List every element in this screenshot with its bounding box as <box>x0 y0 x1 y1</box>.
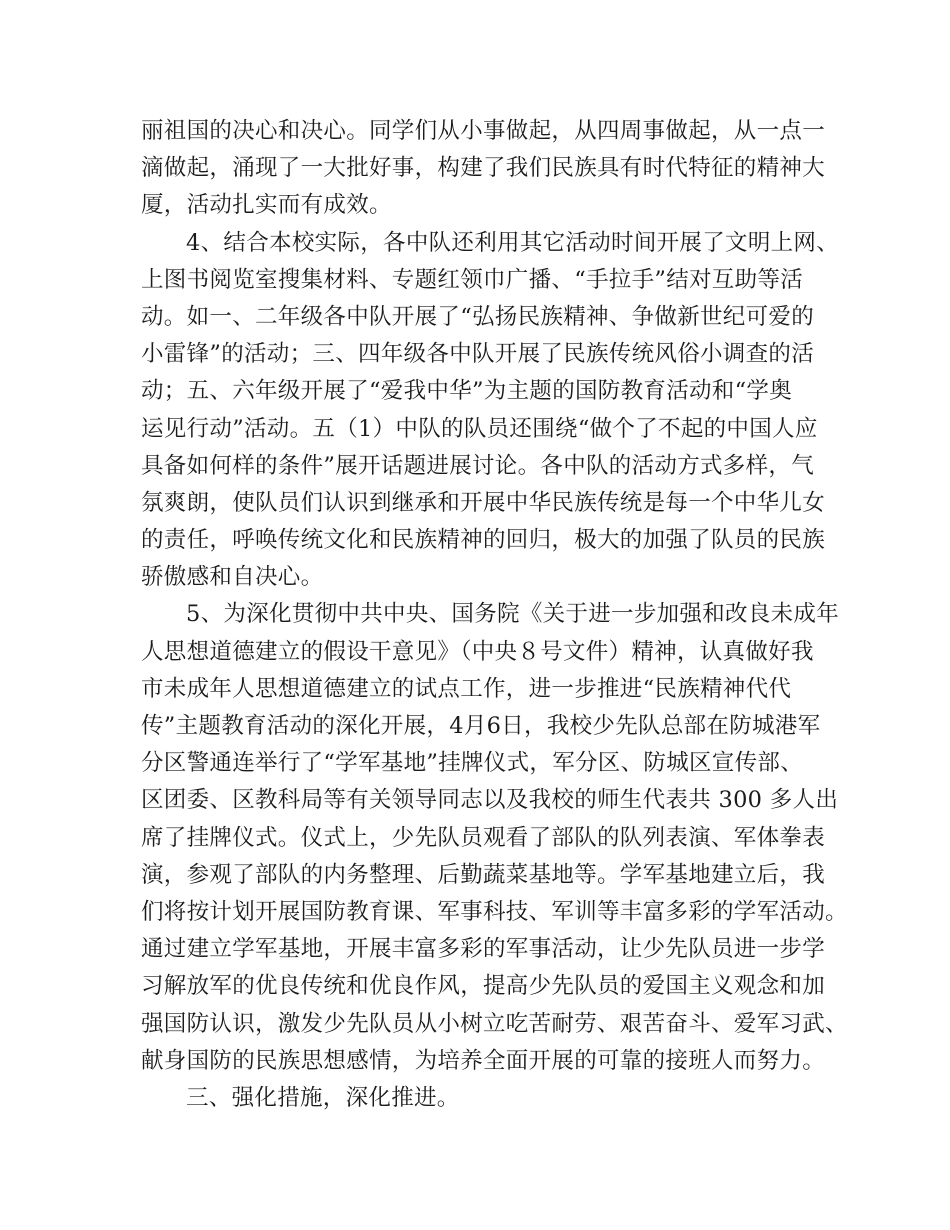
text-line: 市未成年人思想道德建立的试点工作，进一步推进“民族精神代代 <box>141 675 792 702</box>
text-line: 分区警通连举行了“学军基地”挂牌仪式，军分区、防城区宣传部、 <box>141 750 804 777</box>
text-line: 们将按计划开展国防教育课、军事科技、军训等丰富多彩的学军活动。 <box>141 898 848 925</box>
text-line: 区团委、区教科局等有关领导同志以及我校的师生代表共 300 多人出 <box>141 787 839 814</box>
text-line: 通过建立学军基地，开展丰富多彩的军事活动，让少先队员进一步学 <box>141 936 826 963</box>
text-line: 三、强化措施，深化推进。 <box>186 1084 460 1111</box>
text-line: 席了挂牌仪式。仪式上，少先队员观看了部队的队列表演、军体拳表 <box>141 824 826 851</box>
text-line: 的责任，呼唤传统文化和民族精神的回归，极大的加强了队员的民族 <box>141 527 826 554</box>
text-line: 4、结合本校实际，各中队还利用其它活动时间开展了文明上网、 <box>186 229 840 256</box>
text-line: 丽祖国的决心和决心。同学们从小事做起，从四周事做起，从一点一 <box>141 118 826 144</box>
text-line: 习解放军的优良传统和优良作风，提高少先队员的爱国主义观念和加 <box>141 973 826 1000</box>
text-line: 骄傲感和自决心。 <box>141 564 324 591</box>
text-line: 强国防认识，激发少先队员从小树立吃苦耐劳、艰苦奋斗、爱军习武、 <box>141 1010 848 1037</box>
text-line: 人思想道德建立的假设干意见》（中央８号文件）精神，认真做好我 <box>141 638 814 665</box>
text-line: 动。如一、二年级各中队开展了“弘扬民族精神、争做新世纪可爱的 <box>141 303 815 330</box>
text-line: 运见行动”活动。五（1）中队的队员还围绕“做个了不起的中国人应 <box>141 415 818 442</box>
document-body <box>141 113 848 1117</box>
text-line: 厦，活动扎实而有成效。 <box>141 192 392 219</box>
text-line: 5、为深化贯彻中共中央、国务院《关于进一步加强和改良未成年 <box>186 601 840 628</box>
text-line: 具备如何样的条件”展开话题进展讨论。各中队的活动方式多样，气 <box>141 452 815 479</box>
text-line: 滴做起，涌现了一大批好事，构建了我们民族具有时代特征的精神大 <box>141 155 826 182</box>
text-line: 演，参观了部队的内务整理、后勤蔬菜基地等。学军基地建立后，我 <box>141 861 826 888</box>
text-line: 上图书阅览室搜集材料、专题红领巾广播、“手拉手”结对互助等活 <box>141 266 804 293</box>
text-line: 小雷锋”的活动；三、四年级各中队开展了民族传统风俗小调查的活 <box>141 341 815 368</box>
text-line: 传”主题教育活动的深化开展，4月6日，我校少先队总部在防城港军 <box>141 713 821 739</box>
text-line: 氛爽朗，使队员们认识到继承和开展中华民族传统是每一个中华儿女 <box>141 489 826 516</box>
text-line: 献身国防的民族思想感情，为培养全面开展的可靠的接班人而努力。 <box>141 1047 826 1074</box>
text-line: 动；五、六年级开展了“爱我中华”为主题的国防教育活动和“学奥 <box>141 378 793 405</box>
